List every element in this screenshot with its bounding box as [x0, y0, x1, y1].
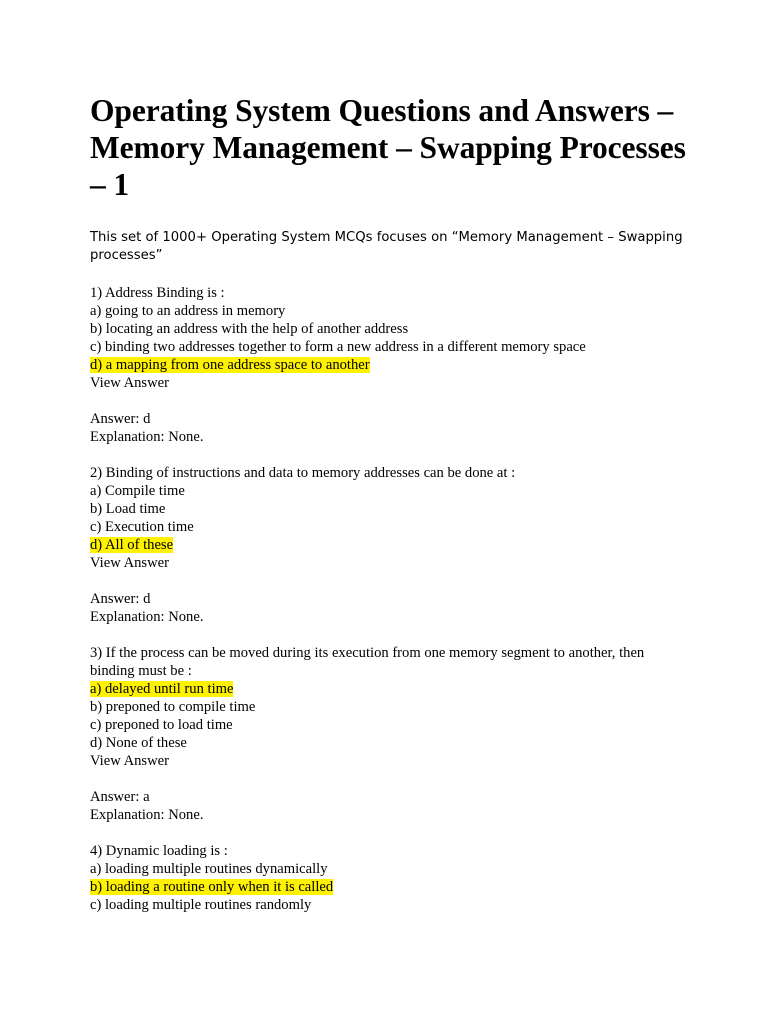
question-text: 1) Address Binding is : [90, 285, 225, 301]
highlighted-answer: a) delayed until run time [90, 681, 234, 697]
option-a-correct [90, 680, 690, 698]
question-text: 3) If the process can be moved during its execution from one memory segment to another, then binding must be : [90, 645, 645, 679]
option-c: c) binding two addresses together to form a new address in a different memory space [90, 339, 586, 355]
option-c: c) Execution time [90, 519, 194, 535]
question-block [90, 284, 690, 464]
answer-text: Answer: d [90, 411, 151, 427]
answer-text: Answer: d [90, 591, 151, 607]
option-b-correct [90, 878, 690, 896]
option-d: d) None of these [90, 735, 187, 751]
option-d-correct [90, 536, 690, 554]
option-c: c) loading multiple routines randomly [90, 897, 312, 913]
question-text: 4) Dynamic loading is : [90, 843, 228, 859]
highlighted-answer: d) All of these [90, 537, 174, 553]
question-block [90, 464, 690, 644]
option-b: b) locating an address with the help of another address [90, 321, 409, 337]
answer-text: Answer: a [90, 789, 150, 805]
question-text: 2) Binding of instructions and data to memory addresses can be done at : [90, 465, 516, 481]
question-block [90, 842, 690, 914]
option-a: a) Compile time [90, 483, 185, 499]
view-answer-link[interactable]: View Answer [90, 555, 169, 571]
option-b: b) preponed to compile time [90, 699, 256, 715]
highlighted-answer: d) a mapping from one address space to another [90, 357, 370, 373]
intro-text: This set of 1000+ Operating System MCQs focuses on “Memory Management – Swapping processes” [90, 230, 683, 263]
option-c: c) preponed to load time [90, 717, 233, 733]
explanation-text: Explanation: None. [90, 609, 204, 625]
document-title: Operating System Questions and Answers – Memory Management – Swapping Processes – 1 [90, 93, 686, 202]
explanation-text: Explanation: None. [90, 807, 204, 823]
option-a: a) going to an address in memory [90, 303, 286, 319]
document-page [90, 92, 690, 914]
option-b: b) Load time [90, 501, 166, 517]
view-answer-link[interactable]: View Answer [90, 753, 169, 769]
highlighted-answer: b) loading a routine only when it is called [90, 879, 334, 895]
option-a: a) loading multiple routines dynamically [90, 861, 328, 877]
option-d-correct [90, 356, 690, 374]
view-answer-link[interactable]: View Answer [90, 375, 169, 391]
explanation-text: Explanation: None. [90, 429, 204, 445]
question-block [90, 644, 690, 842]
